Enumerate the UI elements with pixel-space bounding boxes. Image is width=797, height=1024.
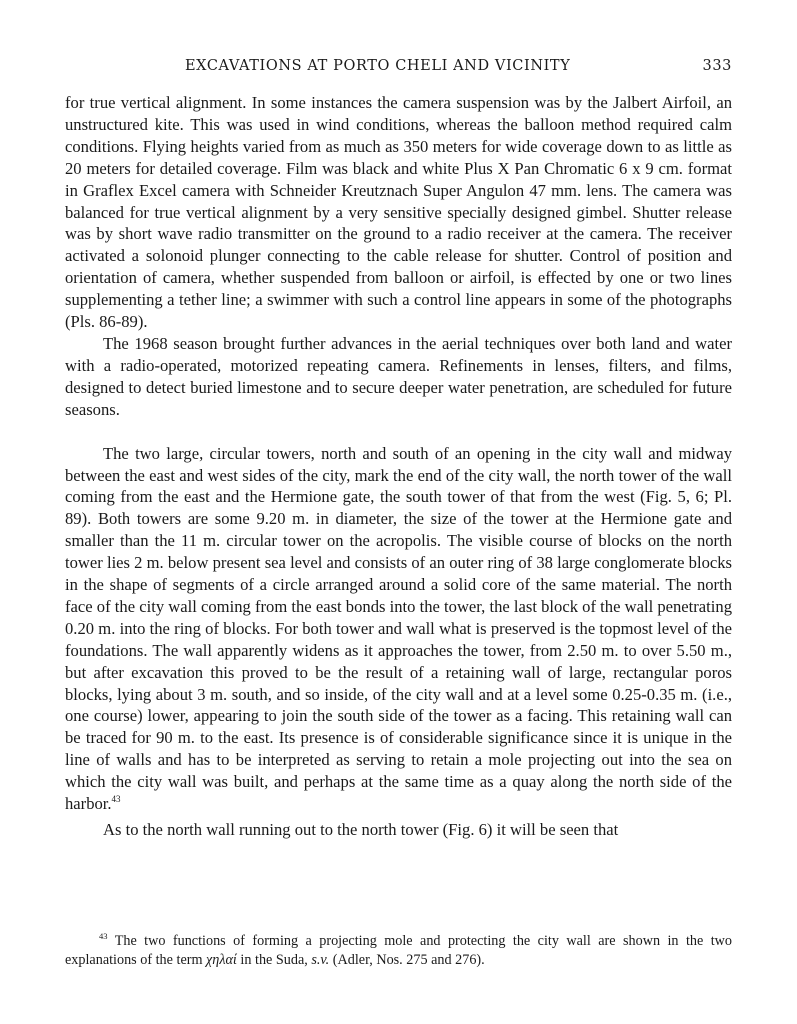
page [65,52,732,968]
footnote-text-after: (Adler, Nos. 275 and 276). [332,952,485,968]
running-header [65,52,732,78]
paragraph-3 [65,443,732,815]
footnote [65,932,732,970]
body-text [65,92,732,841]
paragraph-4-text: As to the north wall running out to the north tower (Fig. 6) it will be seen that [103,820,619,839]
running-title: EXCAVATIONS AT PORTO CHELI AND VICINITY [185,58,571,74]
page-number: 333 [702,58,732,74]
paragraph-3-text: The two large, circular towers, north and south of an opening in the city wall and midway between the east and west sides of the city, mark the end of the city wall, the north tower of the wall coming from the east and the Hermione gate, the south tower of that from the west (Fig. 5, 6; Pl. 89). Both towers are some 9.20 m. in diameter, the size of the tower at the Hermione gate and smaller than the 11 m. circular tower on the acropolis. The visible course of blocks on the north tower lies 2 m. below present sea level and consists of an outer ring of 38 large conglomerate blocks in the shape of segments of a circle arranged around a solid core of the same material. The north face of the city wall coming from the east bonds into the tower, the last block of the wall penetrating 0.20 m. into the ring of blocks. For both tower and wall what is preserved is the topmost level of the foundations. The wall apparently widens as it approaches the tower, from 2.50 m. to over 5.50 m., but after excavation this proved to be the result of a retaining wall of large, rectangular poros blocks, lying about 3 m. south, and so inside, of the city wall and at a level some 0.25-0.35 m. (i.e., one course) lower, appearing to join the south side of the tower as a facing. This retaining wall can be traced for 90 m. to the east. Its presence is of considerable significance since it is unique in the line of walls and has to be interpreted as serving to retain a mole projecting out into the sea on which the city wall was built, and perhaps at the same time as a quay along the north side of the harbor. [65,443,732,814]
paragraph-2-text: The 1968 season brought further advances in the aerial techniques over both land and water with a radio-operated, motorized repeating camera. Refinements in lenses, filters, and films, designed to detect buried limestone and to secure deeper water penetration, are scheduled for future seasons. [65,333,732,419]
footnote-text-before: The two functions of forming a projecting mole and protecting the city wall are shown in the two explanations of the term [65,933,732,968]
paragraph-2 [65,333,732,421]
footnote-number: 43 [99,931,108,941]
paragraph-1 [65,92,732,333]
footnote-greek-term: χηλαί [206,952,237,968]
footnote-text [65,932,732,970]
footnote-text-middle: in the Suda, [240,952,308,968]
footnote-sv: s.v. [311,952,330,968]
paragraph-4 [65,819,732,841]
paragraph-1-text: for true vertical alignment. In some instances the camera suspension was by the Jalbert Airfoil, an unstructured kite. This was used in wind conditions, whereas the balloon method required calm conditions. Flying heights varied from as much as 350 meters for wide coverage down to as little as 20 meters for detailed coverage. Film was black and white Plus X Pan Chromatic 6 x 9 cm. format in Graflex Excel camera with Schneider Kreutznach Super Angulon 47 mm. lens. The camera was balanced for true vertical alignment by a very sensitive specially designed gimbel. Shutter release was by short wave radio transmitter on the ground to a radio receiver at the camera. The receiver activated a solonoid plunger connecting to the cable release for shutter. Control of position and orientation of camera, whether suspended from balloon or airfoil, is effected by one or two lines supplementing a tether line; a swimmer with such a control line appears in some of the photographs (Pls. 86-89). [65,93,732,332]
footnote-reference[interactable]: 43 [111,794,121,805]
